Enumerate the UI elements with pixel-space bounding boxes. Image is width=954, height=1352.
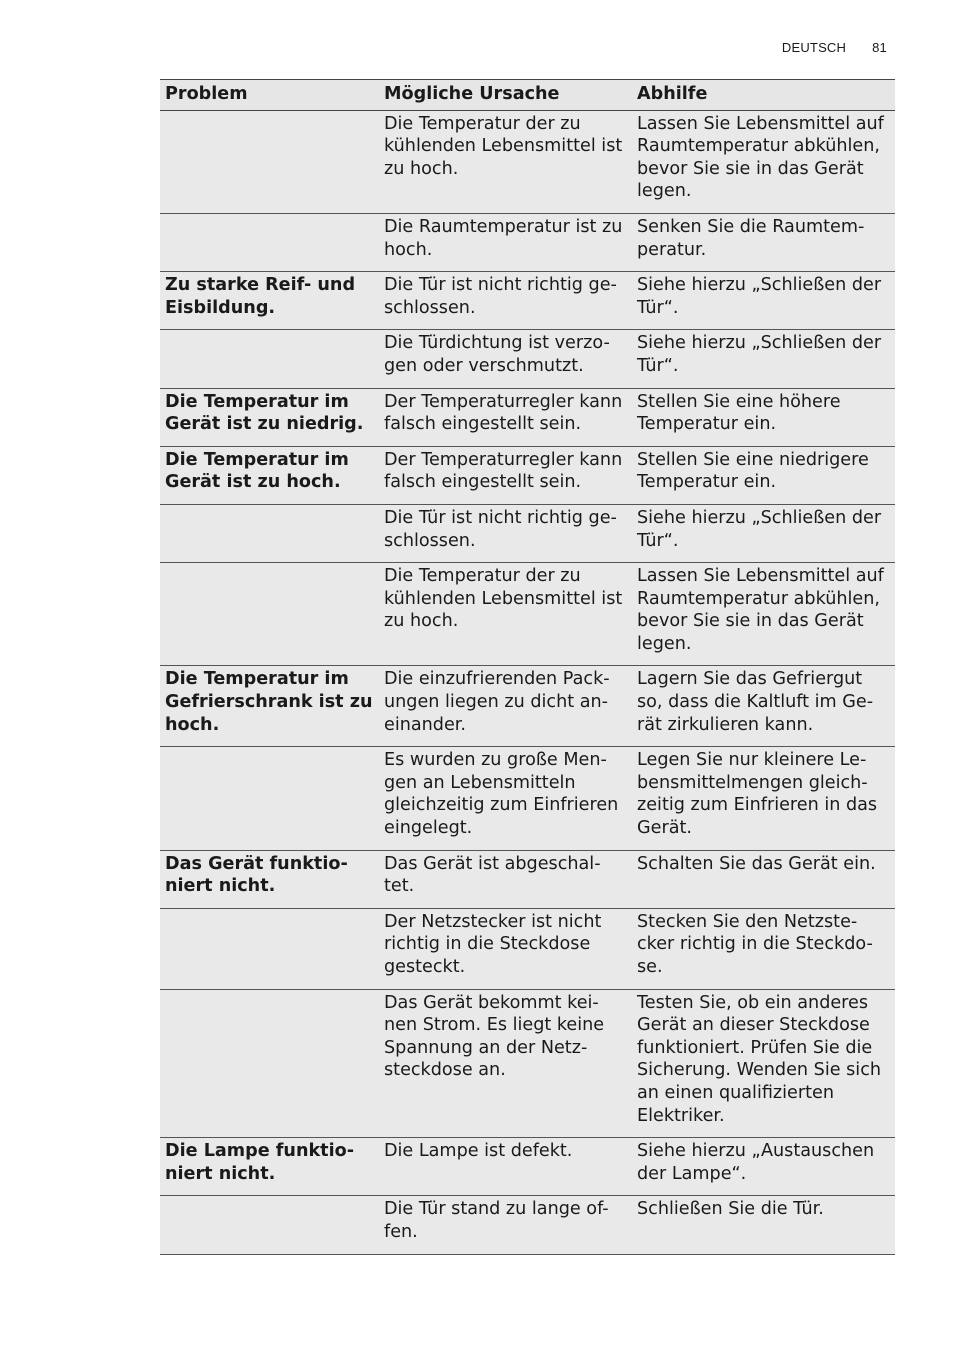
- remedy-cell: Schließen Sie die Tür.: [632, 1196, 895, 1254]
- troubleshooting-table: [160, 79, 895, 1255]
- table-row: [160, 666, 895, 747]
- cause-cell: Die Lampe ist defekt.: [379, 1138, 632, 1196]
- cause-cell: Die Temperatur der zu kühlenden Lebensmittel ist zu hoch.: [379, 563, 632, 666]
- problem-cell: Die Lampe funktio- niert nicht.: [160, 1138, 379, 1196]
- cause-cell: Die Tür stand zu lange of- fen.: [379, 1196, 632, 1254]
- column-header-cause: Mögliche Ursache: [379, 80, 632, 111]
- remedy-cell: Siehe hierzu „Austauschen der Lampe“.: [632, 1138, 895, 1196]
- table-row: [160, 504, 895, 562]
- problem-cell: [160, 908, 379, 989]
- cause-cell: Die Tür ist nicht richtig ge- schlossen.: [379, 504, 632, 562]
- problem-cell: [160, 1196, 379, 1254]
- cause-cell: Der Netzstecker ist nicht richtig in die Steckdose gesteckt.: [379, 908, 632, 989]
- remedy-cell: Senken Sie die Raumtem- peratur.: [632, 213, 895, 271]
- table-header-row: [160, 80, 895, 111]
- remedy-cell: Lassen Sie Lebensmittel auf Raumtemperatur abkühlen, bevor Sie sie in das Gerät legen.: [632, 110, 895, 213]
- cause-cell: Es wurden zu große Men- gen an Lebensmitteln gleichzeitig zum Einfrieren eingelegt.: [379, 747, 632, 850]
- problem-cell: Die Temperatur im Gefrierschrank ist zu hoch.: [160, 666, 379, 747]
- table-row: [160, 110, 895, 213]
- problem-cell: [160, 504, 379, 562]
- cause-cell: Die einzufrierenden Pack- ungen liegen zu dicht an- einander.: [379, 666, 632, 747]
- language-label: DEUTSCH: [781, 40, 847, 55]
- cause-cell: Die Temperatur der zu kühlenden Lebensmittel ist zu hoch.: [379, 110, 632, 213]
- cause-cell: Die Raumtemperatur ist zu hoch.: [379, 213, 632, 271]
- cause-cell: Der Temperaturregler kann falsch eingestellt sein.: [379, 388, 632, 446]
- problem-cell: [160, 563, 379, 666]
- remedy-cell: Siehe hierzu „Schließen der Tür“.: [632, 504, 895, 562]
- problem-cell: Zu starke Reif- und Eisbildung.: [160, 272, 379, 330]
- remedy-cell: Stecken Sie den Netzste- cker richtig in die Steckdo- se.: [632, 908, 895, 989]
- table-row: [160, 446, 895, 504]
- table-row: [160, 908, 895, 989]
- remedy-cell: Siehe hierzu „Schließen der Tür“.: [632, 272, 895, 330]
- problem-cell: Die Temperatur im Gerät ist zu niedrig.: [160, 388, 379, 446]
- remedy-cell: Siehe hierzu „Schließen der Tür“.: [632, 330, 895, 388]
- problem-cell: [160, 110, 379, 213]
- cause-cell: Das Gerät ist abgeschal- tet.: [379, 850, 632, 908]
- remedy-cell: Stellen Sie eine niedrigere Temperatur ein.: [632, 446, 895, 504]
- page-number: 81: [872, 40, 887, 55]
- remedy-cell: Lassen Sie Lebensmittel auf Raumtemperatur abkühlen, bevor Sie sie in das Gerät legen.: [632, 563, 895, 666]
- remedy-cell: Lagern Sie das Gefriergut so, dass die Kaltluft im Ge- rät zirkulieren kann.: [632, 666, 895, 747]
- problem-cell: [160, 213, 379, 271]
- table-row: [160, 1138, 895, 1196]
- remedy-cell: Stellen Sie eine höhere Temperatur ein.: [632, 388, 895, 446]
- problem-cell: Die Temperatur im Gerät ist zu hoch.: [160, 446, 379, 504]
- table-row: [160, 1196, 895, 1254]
- table-row: [160, 563, 895, 666]
- problem-cell: [160, 989, 379, 1138]
- table-row: [160, 213, 895, 271]
- page-header: [782, 40, 887, 55]
- remedy-cell: Testen Sie, ob ein anderes Gerät an dieser Steckdose funktioniert. Prüfen Sie die Sicherung. Wenden Sie sich an einen qualifizierten Elektriker.: [632, 989, 895, 1138]
- column-header-remedy: Abhilfe: [632, 80, 895, 111]
- problem-cell: Das Gerät funktio- niert nicht.: [160, 850, 379, 908]
- table-row: [160, 989, 895, 1138]
- problem-cell: [160, 747, 379, 850]
- cause-cell: Die Türdichtung ist verzo- gen oder verschmutzt.: [379, 330, 632, 388]
- cause-cell: Der Temperaturregler kann falsch eingestellt sein.: [379, 446, 632, 504]
- cause-cell: Die Tür ist nicht richtig ge- schlossen.: [379, 272, 632, 330]
- table-row: [160, 850, 895, 908]
- table-row: [160, 272, 895, 330]
- table-row: [160, 747, 895, 850]
- column-header-problem: Problem: [160, 80, 379, 111]
- table-row: [160, 388, 895, 446]
- remedy-cell: Schalten Sie das Gerät ein.: [632, 850, 895, 908]
- table-body: [160, 110, 895, 1254]
- table-row: [160, 330, 895, 388]
- remedy-cell: Legen Sie nur kleinere Le- bensmittelmengen gleich- zeitig zum Einfrieren in das Gerät.: [632, 747, 895, 850]
- problem-cell: [160, 330, 379, 388]
- cause-cell: Das Gerät bekommt kei- nen Strom. Es liegt keine Spannung an der Netz- steckdose an.: [379, 989, 632, 1138]
